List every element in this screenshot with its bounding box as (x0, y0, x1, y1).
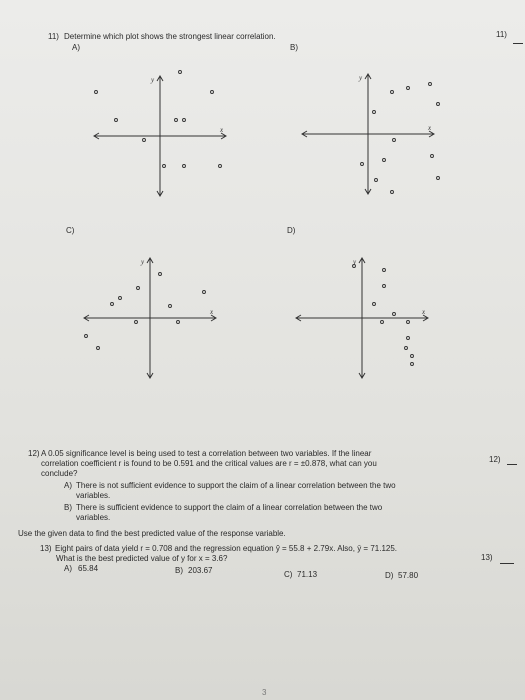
q12-option-b-letter: B) (64, 503, 72, 512)
data-point (175, 119, 178, 122)
data-point (373, 303, 376, 306)
data-point (177, 321, 180, 324)
q13-answer-line (500, 563, 514, 564)
data-point (393, 139, 396, 142)
x-axis-label: x (210, 308, 214, 316)
q12-line-2: correlation coefficient r is found to be 0.591 and the critical values are r = ±0.878, what can you (41, 459, 377, 468)
q12-option-b-text: There is sufficient evidence to support the claim of a linear correlation between the two (76, 503, 383, 512)
data-point (383, 159, 386, 162)
x-axis-label: x (428, 124, 432, 132)
data-point (183, 119, 186, 122)
y-axis-label: y (141, 258, 145, 266)
data-point (411, 363, 414, 366)
data-point (437, 177, 440, 180)
q13-option-c-letter: C) (284, 570, 293, 579)
data-point (407, 87, 410, 90)
x-axis-label: x (422, 308, 426, 316)
scatter-plot-b (300, 72, 436, 196)
data-point (143, 139, 146, 142)
data-point (391, 191, 394, 194)
data-point (383, 269, 386, 272)
page-number: 3 (262, 688, 267, 697)
data-point (211, 91, 214, 94)
data-point (179, 71, 182, 74)
data-point (219, 165, 222, 168)
q13-number: 13) (40, 544, 52, 553)
q12-answer-line (507, 464, 517, 465)
data-point (95, 91, 98, 94)
q13-line-2: What is the best predicted value of y for x = 3.6? (56, 554, 228, 563)
y-axis-label: y (353, 258, 357, 266)
q12-option-a-text-cont: variables. (76, 491, 111, 500)
q12-line-3: conclude? (41, 469, 78, 478)
q13-option-c-value: 71.13 (297, 570, 318, 579)
q13-option-a-letter: A) (64, 564, 72, 573)
data-point (85, 335, 88, 338)
q11-number: 11) (48, 32, 59, 41)
data-point (429, 83, 432, 86)
data-point (183, 165, 186, 168)
section-instruction: Use the given data to find the best predicted value of the response variable. (18, 529, 286, 538)
data-point (169, 305, 172, 308)
q13-option-b-value: 203.67 (188, 566, 213, 575)
data-point (375, 179, 378, 182)
data-point (119, 297, 122, 300)
data-point (111, 303, 114, 306)
scatter-plot-c (82, 256, 218, 380)
data-point (411, 355, 414, 358)
q13-option-d-letter: D) (385, 571, 394, 580)
data-point (159, 273, 162, 276)
data-point (407, 321, 410, 324)
scatter-plot-a (92, 74, 228, 198)
q11-text: Determine which plot shows the strongest linear correlation. (64, 32, 276, 41)
plot-c-label: C) (66, 226, 75, 235)
data-point (405, 347, 408, 350)
data-point (431, 155, 434, 158)
q11-answer-line (513, 43, 523, 44)
x-axis-label: x (220, 126, 224, 134)
data-point (381, 321, 384, 324)
q12-answer-number: 12) (489, 455, 501, 464)
scatter-plot-d (294, 256, 430, 380)
plot-d-label: D) (287, 226, 296, 235)
plot-b-label: B) (290, 43, 298, 52)
q12-option-a-text: There is not sufficient evidence to support the claim of a linear correlation between the two (76, 481, 396, 490)
q12-option-a-letter: A) (64, 481, 72, 490)
q13-option-a-value: 65.84 (78, 564, 99, 573)
q13-line-1: Eight pairs of data yield r = 0.708 and the regression equation ŷ = 55.8 + 2.79x. Also, ȳ = 71.125. (55, 544, 398, 553)
data-point (383, 285, 386, 288)
data-point (361, 163, 364, 166)
data-point (437, 103, 440, 106)
data-point (135, 321, 138, 324)
q13-answer-number: 13) (481, 553, 493, 562)
data-point (407, 337, 410, 340)
plot-a-label: A) (72, 43, 80, 52)
q13-option-d-value: 57.80 (398, 571, 419, 580)
data-point (115, 119, 118, 122)
q12-option-b-text-cont: variables. (76, 513, 111, 522)
data-point (393, 313, 396, 316)
q13-option-b-letter: B) (175, 566, 183, 575)
q11-answer-number: 11) (496, 30, 507, 39)
data-point (137, 287, 140, 290)
data-point (203, 291, 206, 294)
q12-line-1: A 0.05 significance level is being used to test a correlation between two variables. If the linear (41, 449, 372, 458)
data-point (97, 347, 100, 350)
y-axis-label: y (359, 74, 363, 82)
data-point (163, 165, 166, 168)
data-point (391, 91, 394, 94)
q12-number: 12) (28, 449, 40, 458)
y-axis-label: y (151, 76, 155, 84)
data-point (373, 111, 376, 114)
